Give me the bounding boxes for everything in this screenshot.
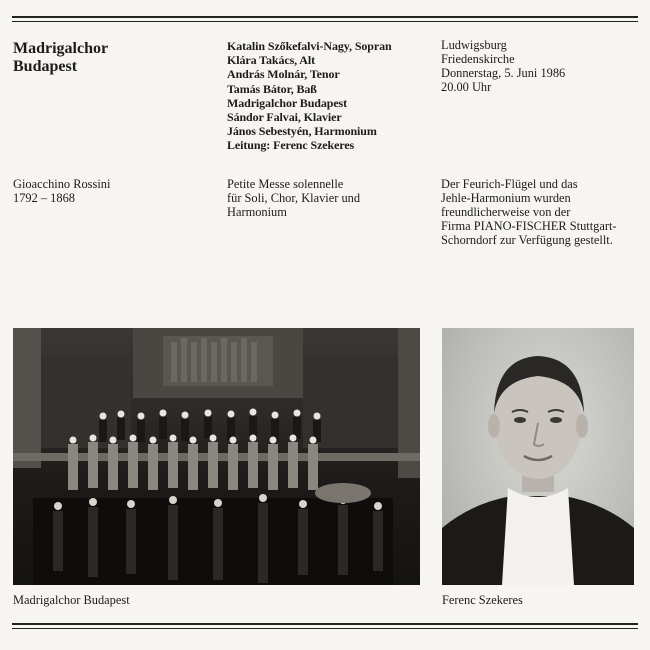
composer-name: Gioacchino Rossini: [13, 177, 111, 191]
bottom-rule-thin: [12, 628, 638, 629]
ensemble-title: [13, 40, 213, 76]
work-block: [227, 177, 432, 219]
choir-photo: [13, 328, 420, 585]
credit-line-2: Jehle-Harmonium wurden: [441, 191, 571, 205]
top-rule-thick: [12, 16, 638, 18]
venue-date: Donnerstag, 5. Juni 1986: [441, 66, 566, 80]
portrait-photo-caption: Ferenc Szekeres: [442, 593, 523, 607]
top-rule-thin: [12, 21, 638, 22]
performer-tenor: András Molnár, Tenor: [227, 67, 340, 82]
credit-line-5: Schorndorf zur Verfügung gestellt.: [441, 233, 613, 247]
bottom-rule-thick: [12, 623, 638, 625]
ensemble-title-line2: Budapest: [13, 58, 78, 75]
performer-bass: Tamás Bátor, Baß: [227, 81, 317, 96]
portrait-photo: [442, 328, 634, 585]
performer-harmonium: János Sebestyén, Harmonium: [227, 124, 377, 139]
ensemble-title-line1: Madrigalchor: [13, 40, 109, 57]
performer-piano: Sándor Falvai, Klavier: [227, 110, 342, 125]
portrait-photo-illustration: [442, 328, 634, 585]
work-line-1: Petite Messe solennelle: [227, 177, 344, 191]
credit-block: [441, 177, 641, 247]
performer-choir: Madrigalchor Budapest: [227, 95, 348, 110]
work-line-2: für Soli, Chor, Klavier und: [227, 191, 361, 205]
venue-place: Friedenskirche: [441, 52, 515, 66]
performer-conductor: Leitung: Ferenc Szekeres: [227, 138, 355, 153]
credit-line-4: Firma PIANO-FISCHER Stuttgart-: [441, 219, 617, 233]
performer-alto: Klára Takács, Alt: [227, 53, 315, 68]
choir-photo-caption: Madrigalchor Budapest: [13, 593, 130, 607]
performer-list: [227, 39, 432, 153]
performer-soprano: Katalin Szőkefalvi-Nagy, Sopran: [227, 39, 392, 53]
venue-city: Ludwigsburg: [441, 38, 507, 52]
work-line-3: Harmonium: [227, 205, 287, 219]
credit-line-1: Der Feurich-Flügel und das: [441, 177, 578, 191]
venue-block: [441, 38, 641, 94]
composer-block: [13, 177, 213, 205]
credit-line-3: freundlicherweise von der: [441, 205, 571, 219]
choir-photo-illustration: [13, 328, 420, 585]
composer-years: 1792 – 1868: [13, 191, 75, 205]
venue-time: 20.00 Uhr: [441, 80, 492, 94]
